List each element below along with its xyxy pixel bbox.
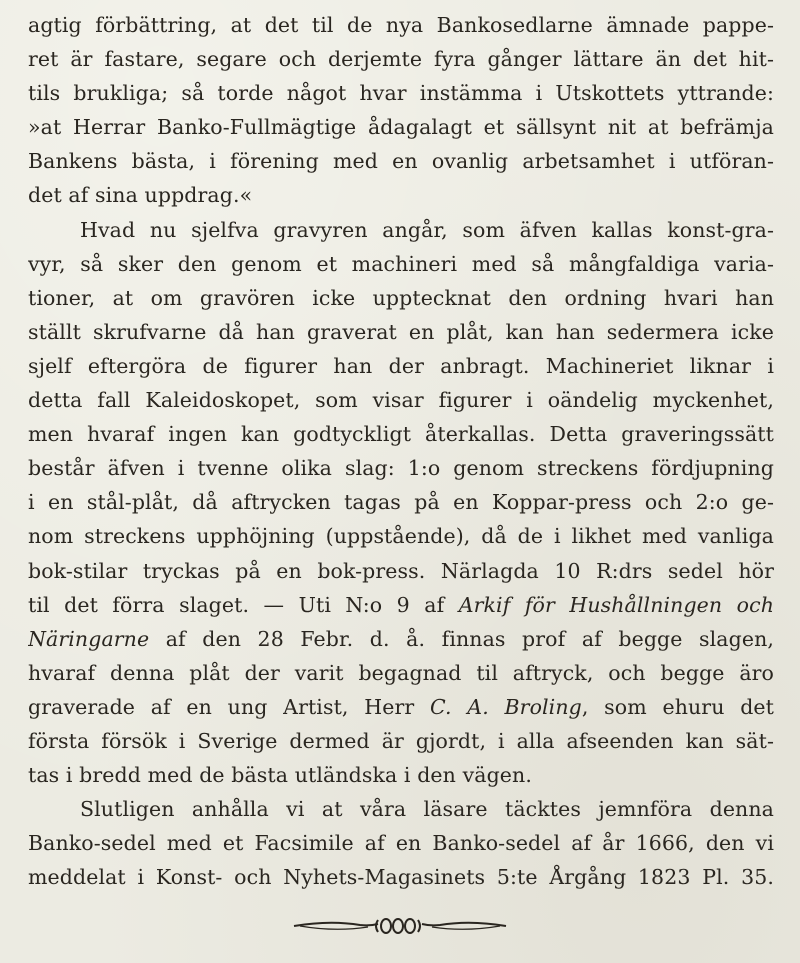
text-line: vyr, så sker den genom et machineri med så mångfaldiga varia-	[28, 251, 774, 276]
text-line: hvaraf denna plåt der varit begagnad til aftryck, och begge äro	[28, 660, 774, 685]
text-line	[28, 690, 774, 724]
text-line: tils brukliga; så torde något hvar instämma i Utskottets yttrande:	[28, 81, 774, 106]
text-line: ställt skrufvarne då han graverat en plåt, kan han sedermera icke	[28, 319, 774, 344]
text-line: nom streckens upphöjning (uppstående), då de i likhet med vanliga	[28, 524, 774, 549]
paragraph-2	[28, 213, 774, 793]
text-segment: graverade af en ung Artist, Herr	[28, 694, 430, 719]
text-line: tioner, at om gravören icke upptecknat den ordning hvari han	[28, 285, 774, 310]
text-segment: af den 28 Febr. d. å. finnas prof af begge slagen,	[149, 626, 774, 651]
text-line: »at Herrar Banko-Fullmägtige ådagalagt et sällsynt nit at befrämja	[28, 115, 774, 140]
body-text	[28, 8, 774, 894]
text-line: detta fall Kaleidoskopet, som visar figurer i oändelig myckenhet,	[28, 388, 774, 413]
text-line: i en stål-plåt, då aftrycken tagas på en Koppar-press och 2:o ge-	[28, 490, 774, 515]
text-line: består äfven i tvenne olika slag: 1:o genom streckens fördjupning	[28, 456, 774, 481]
text-line: Hvad nu sjelfva gravyren angår, som äfven kallas konst-gra-	[80, 217, 774, 242]
text-line: det af sina uppdrag.«	[28, 183, 253, 208]
text-line: Banko-sedel med et Facsimile af en Banko-sedel af år 1666, den vi	[28, 831, 774, 856]
text-line: ret är fastare, segare och derjemte fyra gånger lättare än det hit-	[28, 47, 774, 72]
text-line: Bankens bästa, i förening med en ovanlig arbetsamhet i utföran-	[28, 149, 774, 174]
paragraph-3	[28, 792, 774, 894]
text-line: Slutligen anhålla vi at våra läsare täcktes jemnföra denna	[80, 797, 774, 822]
text-line: men hvaraf ingen kan godtyckligt återkallas. Detta graveringssätt	[28, 422, 774, 447]
text-line	[28, 622, 774, 656]
tailpiece-ornament-icon	[290, 910, 510, 942]
text-line: bok-stilar tryckas på en bok-press. Närlagda 10 R:drs sedel hör	[28, 558, 774, 583]
text-line: första försök i Sverige dermed är gjordt, i alla afseenden kan sät-	[28, 728, 774, 753]
text-line: meddelat i Konst- och Nyhets-Magasinets 5:te Årgång 1823 Pl. 35.	[28, 865, 774, 890]
text-line: sjelf eftergöra de figurer han der anbragt. Machineriet liknar i	[28, 353, 774, 378]
periodical-title: Arkif för Hushållningen och	[458, 592, 774, 617]
text-line	[28, 588, 774, 622]
periodical-title: Näringarne	[28, 626, 150, 651]
text-line: agtig förbättring, at det til de nya Bankosedlarne ämnade pappe-	[28, 13, 774, 37]
text-segment: til det förra slaget. — Uti N:o 9 af	[28, 592, 459, 617]
artist-name: C. A. Broling	[429, 694, 582, 719]
text-segment: , som ehuru det	[581, 694, 774, 719]
text-line: tas i bredd med de bästa utländska i den vägen.	[28, 763, 532, 788]
paragraph-1	[28, 8, 774, 213]
